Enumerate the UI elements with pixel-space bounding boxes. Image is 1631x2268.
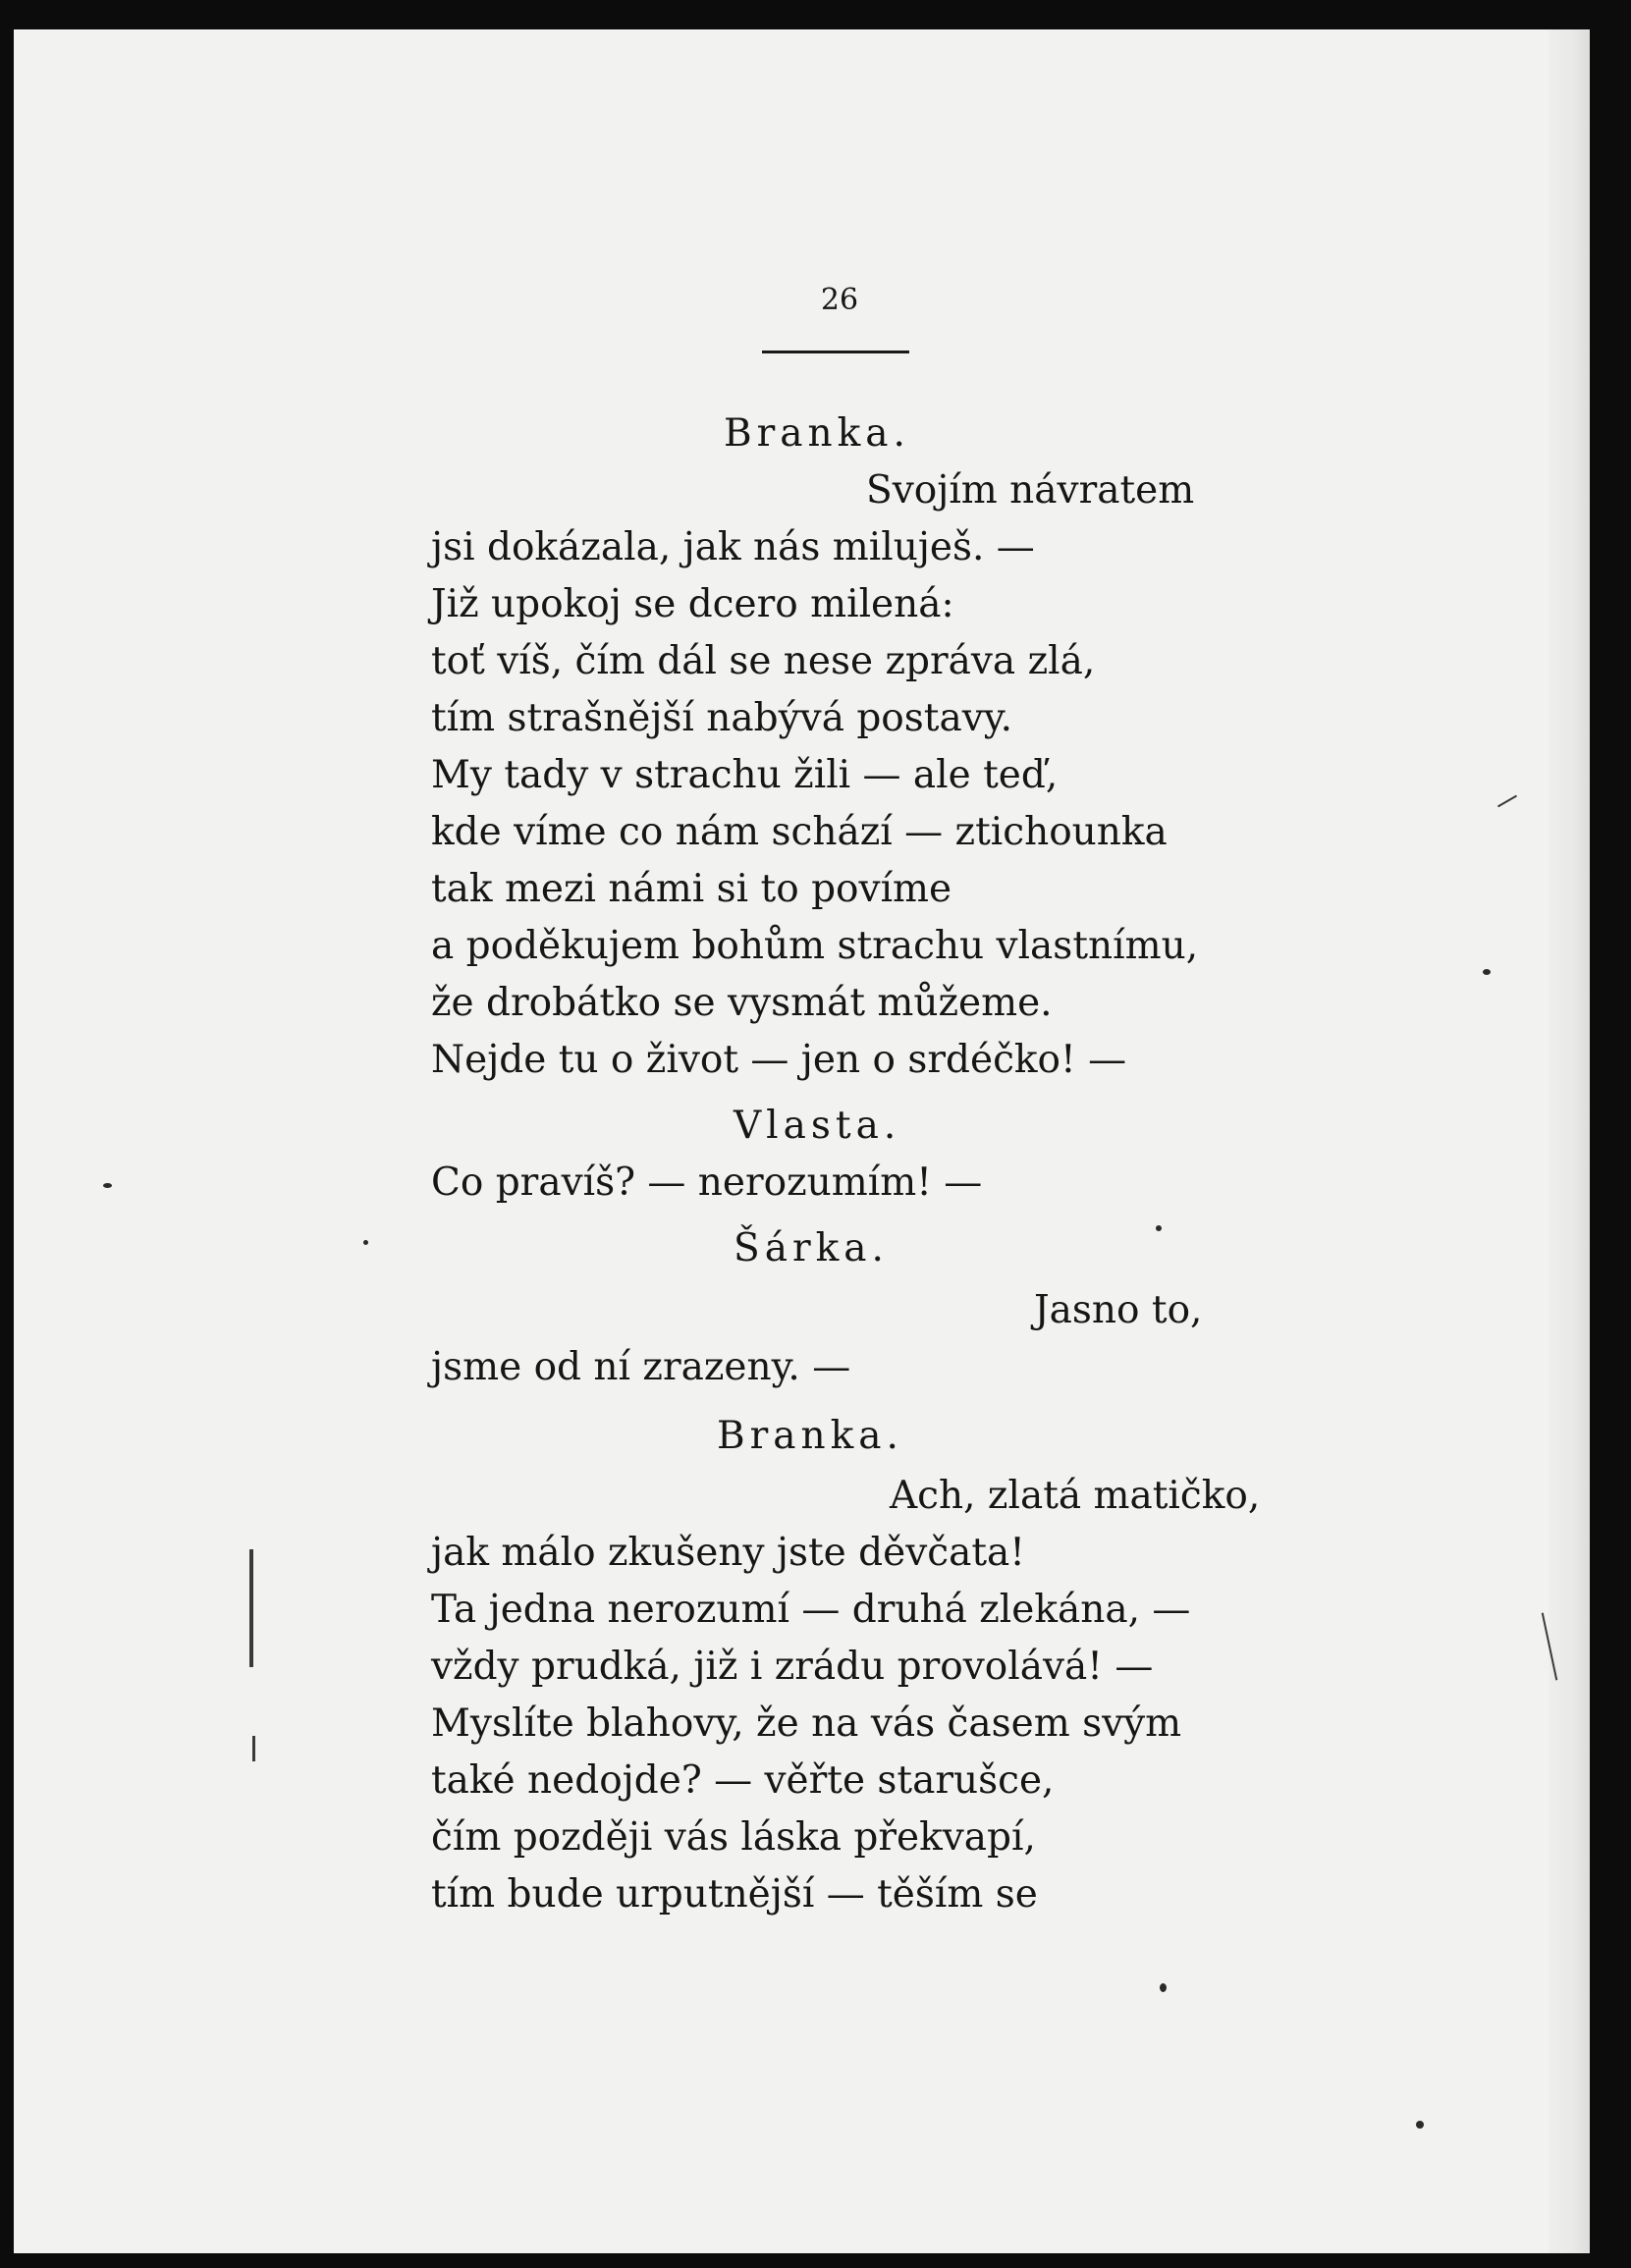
scan-speck (103, 1183, 112, 1188)
page-number: 26 (820, 283, 859, 317)
verse-line: Co pravíš? — nerozumím! — (431, 1161, 983, 1205)
page-number-rule (762, 351, 909, 353)
scan-speck (1483, 969, 1491, 975)
scan-speck (363, 1240, 368, 1245)
verse-line: Ta jedna nerozumí — druhá zlekána, — (431, 1588, 1191, 1632)
verse-line: že drobátko se vysmát můžeme. (431, 981, 1053, 1025)
verse-line: toť víš, čím dál se nese zpráva zlá, (431, 639, 1096, 683)
verse-line: Nejde tu o život — jen o srdéčko! — (431, 1038, 1127, 1082)
verse-line: a poděkujem bohům strachu vlastnímu, (431, 924, 1199, 968)
scan-mark (249, 1549, 253, 1667)
speaker-name: Šárka. (734, 1226, 889, 1270)
scan-speck (1416, 2121, 1424, 2129)
scan-speck (1160, 1983, 1167, 1992)
verse-line: jsi dokázala, jak nás miluješ. — (431, 525, 1035, 569)
speaker-name: Branka. (717, 1414, 903, 1458)
scan-speck (1156, 1225, 1162, 1231)
verse-line: vždy prudká, již i zrádu provolává! — (431, 1645, 1154, 1689)
scan-shadow (1549, 29, 1590, 2253)
verse-line: také nedojde? — věřte starušce, (431, 1758, 1055, 1803)
verse-line: tak mezi námi si to povíme (431, 867, 952, 911)
speaker-name: Branka. (724, 411, 910, 456)
verse-line: My tady v strachu žili — ale teď, (431, 753, 1059, 797)
verse-line: Svojím návratem (866, 468, 1195, 513)
verse-line: čím později vás láska překvapí, (431, 1815, 1036, 1860)
verse-line: jak málo zkušeny jste děvčata! (431, 1531, 1025, 1575)
verse-line: kde víme co nám schází — ztichounka (431, 810, 1168, 854)
verse-line: Již upokoj se dcero milená: (431, 582, 954, 626)
scan-mark (1497, 795, 1517, 808)
verse-line: tím strašnější nabývá postavy. (431, 696, 1013, 740)
scan-mark (252, 1736, 255, 1761)
verse-line: Ach, zlatá matičko, (890, 1474, 1261, 1518)
verse-line: jsme od ní zrazeny. — (431, 1345, 851, 1389)
speaker-name: Vlasta. (734, 1104, 901, 1148)
book-page (14, 29, 1590, 2253)
verse-line: Myslíte blahovy, že na vás časem svým (431, 1701, 1182, 1746)
verse-line: tím bude urputnější — těším se (431, 1872, 1038, 1917)
verse-line: Jasno to, (1034, 1288, 1203, 1332)
